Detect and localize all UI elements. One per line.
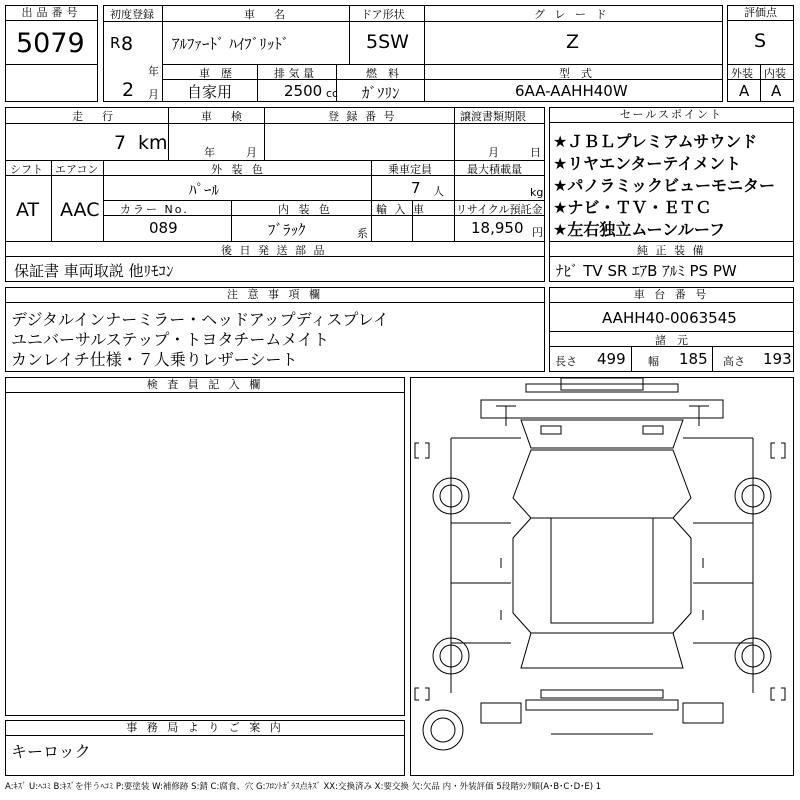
shift-value: AT [16, 199, 40, 221]
interior-color-label: 内 装 色 [278, 203, 333, 216]
details-box [5, 107, 545, 282]
lot-box [5, 5, 98, 102]
score-value: S [754, 30, 767, 52]
interior-grade-label: 内装 [764, 67, 786, 80]
length-label: 長さ [555, 355, 577, 368]
notes-box [5, 287, 545, 372]
grade-value: Z [566, 31, 580, 53]
exterior-color-value: ﾊﾟｰﾙ [189, 181, 220, 199]
first-reg-month: 2 [122, 79, 135, 101]
exterior-grade-label: 外装 [731, 67, 753, 80]
transfer-month-unit: 月 [488, 146, 499, 159]
chassis-value: AAHH40-0063545 [602, 309, 737, 327]
capacity-unit: 人 [433, 185, 444, 198]
capacity-value: 7 [411, 179, 421, 197]
era: R [110, 34, 121, 52]
later-parts-value: 保証書 車両取説 他ﾘﾓｺﾝ [14, 262, 174, 280]
recycle-label: リサイクル預託金 [456, 203, 543, 216]
car-diagram [411, 378, 793, 775]
height-label: 高さ [723, 355, 745, 368]
sales-points-label: セールスポイント [550, 108, 793, 123]
note-line-2: ユニバーサルステップ・トヨタチームメイト [11, 330, 330, 349]
lot-label: 出品番号 [6, 6, 97, 21]
capacity-label: 乗車定員 [388, 163, 432, 176]
inspector-label: 検 査 員 記 入 欄 [6, 378, 404, 393]
equipment-value: ﾅﾋﾞ TV SR ｴｱB ｱﾙﾐ PS PW [556, 262, 737, 280]
sales-point-5: ★左右独立ムーンルーフ [553, 220, 726, 239]
office-label: 事 務 局 よ り ご 案 内 [6, 721, 404, 736]
kg-unit: kg [530, 186, 544, 199]
office-value: キーロック [11, 742, 91, 761]
cc-unit: cc [326, 87, 339, 100]
interior-color-value: ﾌﾞﾗｯｸ [268, 221, 306, 239]
inspection-year-unit: 年 [204, 146, 215, 159]
model-label: 型 式 [559, 67, 592, 80]
car-name: ｱﾙﾌｧｰﾄﾞ ﾊｲﾌﾞﾘｯﾄﾞ [172, 35, 290, 53]
grade-label: グ レ ー ド [534, 8, 610, 21]
year-unit: 年 [148, 65, 159, 78]
mileage-label: 走 行 [72, 110, 117, 123]
vehicle-info-box [103, 5, 723, 102]
import-label: 輸 入 車 [376, 203, 426, 216]
width-value: 185 [679, 350, 708, 368]
fuel-value: ｶﾞｿﾘﾝ [362, 84, 400, 102]
fuel-label: 燃 料 [366, 67, 399, 80]
car-name-label: 車 名 [244, 8, 289, 21]
shift-label: シフト [10, 163, 43, 176]
inspection-label: 車 検 [201, 110, 246, 123]
note-line-1: デジタルインナーミラー・ヘッドアップディスプレイ [11, 310, 389, 329]
legend: A:ｷｽﾞ U:ﾍｺﾐ B:ｷｽﾞを伴うﾍｺﾐ P:要塗装 W:補修跡 S:錆 C:腐食、穴 G:ﾌﾛﾝﾄｶﾞﾗｽ点ｷｽﾞ XX:交換済み X:要交換 欠:欠品 内・外装評価 5段階ﾗﾝｸ順(A･B･C･D･E) 1 [5, 782, 602, 792]
registration-label: 登 録 番 号 [328, 110, 397, 123]
displacement-label: 排 気 量 [274, 67, 314, 80]
score-label: 評価点 [728, 6, 793, 21]
mileage-value: 7 [114, 132, 127, 154]
inspection-month-unit: 月 [246, 146, 257, 159]
aircon-label: エアコン [55, 163, 99, 176]
first-reg-year: 8 [121, 33, 134, 55]
model-value: 6AA-AAHH40W [515, 82, 628, 100]
exterior-color-label: 外 装 色 [211, 163, 266, 176]
displacement-value: 2500 [284, 82, 323, 100]
color-no-value: 089 [149, 219, 178, 237]
door-type: 5SW [366, 31, 409, 53]
transfer-label: 譲渡書類期限 [460, 110, 526, 123]
later-parts-label: 後 日 発 送 部 品 [221, 244, 327, 257]
month-unit: 月 [148, 88, 159, 101]
sales-point-1: ★ＪＢＬプレミアムサウンド [553, 132, 758, 151]
color-no-label: カラー No. [120, 203, 189, 216]
yen-unit: 円 [532, 226, 543, 239]
door-label: ドア形状 [361, 8, 405, 21]
sales-points-box [549, 107, 794, 282]
notes-label: 注 意 事 項 欄 [6, 288, 544, 303]
equipment-label: 純 正 装 備 [637, 244, 706, 257]
lot-number: 5079 [16, 28, 85, 59]
max-load-label: 最大積載量 [467, 163, 522, 176]
car-diagram-box [410, 377, 794, 776]
interior-color-unit: 系 [357, 227, 368, 240]
height-value: 193 [763, 350, 792, 368]
sales-point-3: ★パノラミックビューモニター [553, 176, 776, 195]
first-reg-label: 初度登録 [110, 8, 154, 21]
chassis-label: 車 台 番 号 [550, 288, 793, 303]
interior-grade: A [771, 82, 782, 100]
history-label: 車 歴 [199, 67, 232, 80]
transfer-day-unit: 日 [530, 146, 541, 159]
chassis-box [549, 287, 794, 372]
inspector-box [5, 377, 405, 716]
km-unit: km [138, 132, 168, 154]
recycle-value: 18,950 [471, 219, 524, 237]
aircon-value: AAC [60, 199, 100, 221]
office-box [5, 720, 405, 776]
exterior-grade: A [739, 82, 750, 100]
note-line-3: カンレイチ仕様・７人乗りレザーシート [11, 350, 298, 369]
score-box [727, 5, 794, 102]
history-value: 自家用 [187, 83, 233, 101]
sales-point-4: ★ナビ・ＴＶ・ＥＴＣ [553, 198, 712, 217]
sales-point-2: ★リヤエンターテイメント [553, 154, 742, 173]
specs-label: 諸 元 [655, 334, 688, 347]
width-label: 幅 [648, 355, 659, 368]
length-value: 499 [597, 350, 626, 368]
